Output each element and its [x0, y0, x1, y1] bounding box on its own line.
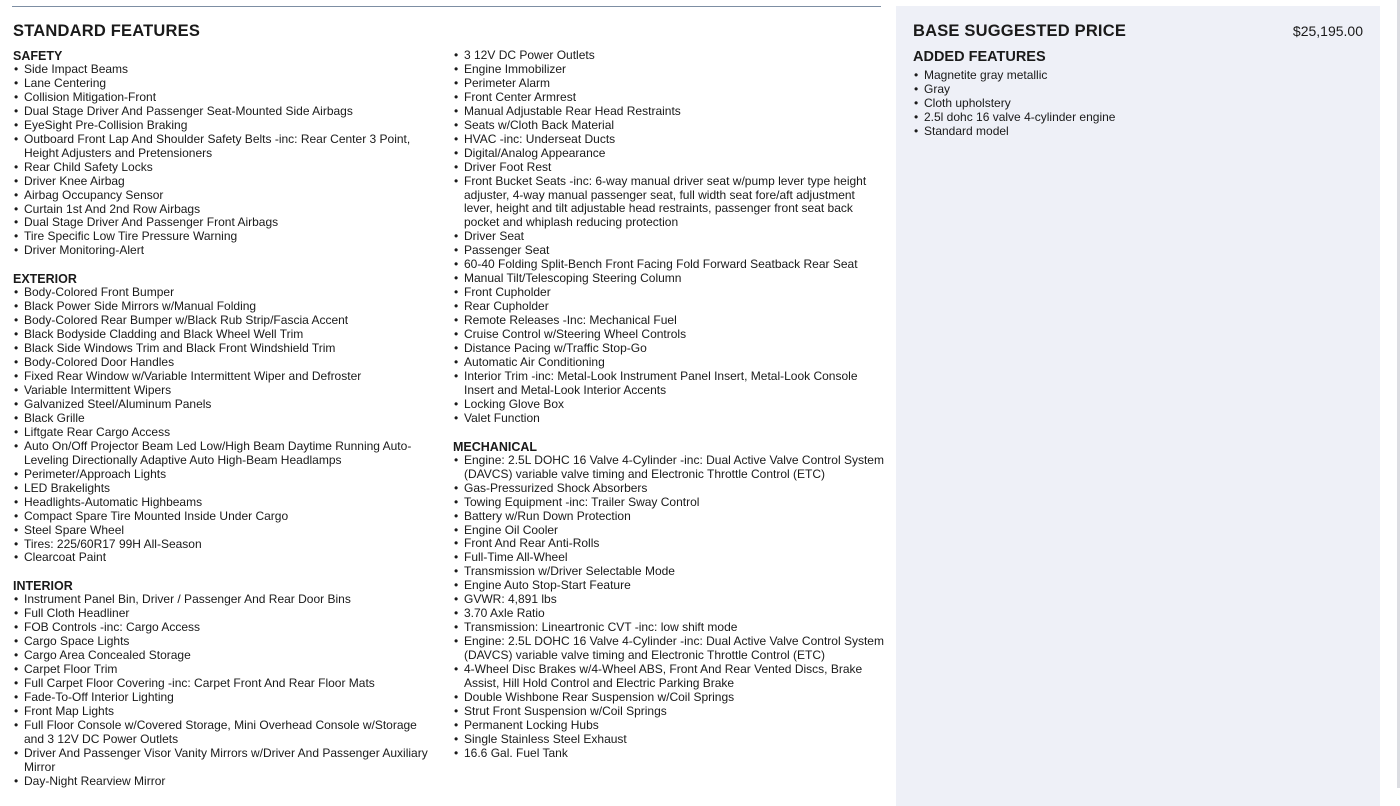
- feature-item: • Engine: 2.5L DOHC 16 Valve 4-Cylinder -inc: Dual Active Valve Control System (DAVCS) variable valve timing and Electronic Throttle Control (ETC): [453, 635, 885, 663]
- feature-item: • Rear Child Safety Locks: [13, 161, 438, 175]
- feature-item: • Engine Immobilizer: [453, 63, 885, 77]
- feature-item: • Galvanized Steel/Aluminum Panels: [13, 398, 438, 412]
- feature-item: • 3 12V DC Power Outlets: [453, 49, 885, 63]
- feature-item: • Tires: 225/60R17 99H All-Season: [13, 538, 438, 552]
- feature-item: • Variable Intermittent Wipers: [13, 384, 438, 398]
- feature-item: • Automatic Air Conditioning: [453, 356, 885, 370]
- feature-item: • Cloth upholstery: [913, 97, 1213, 111]
- feature-item: • Manual Adjustable Rear Head Restraints: [453, 105, 885, 119]
- feature-item: • Seats w/Cloth Back Material: [453, 119, 885, 133]
- feature-item: • Black Power Side Mirrors w/Manual Folding: [13, 300, 438, 314]
- feature-item: • Standard model: [913, 125, 1213, 139]
- feature-item: • FOB Controls -inc: Cargo Access: [13, 621, 438, 635]
- feature-item: • Locking Glove Box: [453, 398, 885, 412]
- base-price-title: BASE SUGGESTED PRICE: [913, 22, 1127, 40]
- feature-item: • Rear Cupholder: [453, 300, 885, 314]
- feature-item: • Lane Centering: [13, 77, 438, 91]
- feature-item: • Valet Function: [453, 412, 885, 426]
- feature-item: • Towing Equipment -inc: Trailer Sway Control: [453, 496, 885, 510]
- feature-item: • Curtain 1st And 2nd Row Airbags: [13, 203, 438, 217]
- feature-item: • Headlights-Automatic Highbeams: [13, 496, 438, 510]
- feature-item: • Cargo Space Lights: [13, 635, 438, 649]
- feature-item: • Black Side Windows Trim and Black Front Windshield Trim: [13, 342, 438, 356]
- feature-item: • Fixed Rear Window w/Variable Intermittent Wiper and Defroster: [13, 370, 438, 384]
- feature-item: • Remote Releases -Inc: Mechanical Fuel: [453, 314, 885, 328]
- feature-item: • Engine Oil Cooler: [453, 524, 885, 538]
- added-features-list: [913, 69, 1213, 139]
- feature-item: • Outboard Front Lap And Shoulder Safety Belts -inc: Rear Center 3 Point, Height Adjusters and Pretensioners: [13, 133, 438, 161]
- exterior-list: [13, 286, 438, 565]
- feature-item: • Manual Tilt/Telescoping Steering Column: [453, 272, 885, 286]
- feature-item: • 16.6 Gal. Fuel Tank: [453, 747, 885, 761]
- feature-item: • Front Cupholder: [453, 286, 885, 300]
- feature-item: • Perimeter Alarm: [453, 77, 885, 91]
- feature-item: • Front And Rear Anti-Rolls: [453, 537, 885, 551]
- feature-item: • Black Grille: [13, 412, 438, 426]
- feature-item: • Instrument Panel Bin, Driver / Passenger And Rear Door Bins: [13, 593, 438, 607]
- feature-item: • GVWR: 4,891 lbs: [453, 593, 885, 607]
- feature-item: • Single Stainless Steel Exhaust: [453, 733, 885, 747]
- feature-item: • Digital/Analog Appearance: [453, 147, 885, 161]
- feature-item: • Tire Specific Low Tire Pressure Warning: [13, 230, 438, 244]
- feature-item: • Distance Pacing w/Traffic Stop-Go: [453, 342, 885, 356]
- section-heading-safety: SAFETY: [13, 49, 63, 63]
- feature-item: • Driver Monitoring-Alert: [13, 244, 438, 258]
- feature-item: • Permanent Locking Hubs: [453, 719, 885, 733]
- feature-item: • Cruise Control w/Steering Wheel Controls: [453, 328, 885, 342]
- feature-item: • Dual Stage Driver And Passenger Front Airbags: [13, 216, 438, 230]
- feature-item: • Body-Colored Front Bumper: [13, 286, 438, 300]
- feature-item: • Full Floor Console w/Covered Storage, Mini Overhead Console w/Storage and 3 12V DC Power Outlets: [13, 719, 438, 747]
- feature-item: • Front Bucket Seats -inc: 6-way manual driver seat w/pump lever type height adjuster, 4-way manual passenger seat, full width seat fore/aft adjustment lever, height and tilt adjustable head restraints, passenger front seat back pocket and whiplash reducing protection: [453, 175, 885, 231]
- feature-item: • Full Carpet Floor Covering -inc: Carpet Front And Rear Floor Mats: [13, 677, 438, 691]
- feature-item: • LED Brakelights: [13, 482, 438, 496]
- feature-item: • Body-Colored Rear Bumper w/Black Rub Strip/Fascia Accent: [13, 314, 438, 328]
- feature-item: • Airbag Occupancy Sensor: [13, 189, 438, 203]
- feature-item: • Fade-To-Off Interior Lighting: [13, 691, 438, 705]
- feature-item: • Battery w/Run Down Protection: [453, 510, 885, 524]
- feature-item: • Transmission w/Driver Selectable Mode: [453, 565, 885, 579]
- interior-list: [13, 593, 438, 788]
- feature-item: • Driver Foot Rest: [453, 161, 885, 175]
- feature-item: • Side Impact Beams: [13, 63, 438, 77]
- feature-item: • 2.5l dohc 16 valve 4-cylinder engine: [913, 111, 1213, 125]
- feature-item: • Black Bodyside Cladding and Black Wheel Well Trim: [13, 328, 438, 342]
- feature-item: • Interior Trim -inc: Metal-Look Instrument Panel Insert, Metal-Look Console Insert and Metal-Look Interior Accents: [453, 370, 885, 398]
- section-heading-interior: INTERIOR: [13, 579, 73, 594]
- feature-item: • Driver Knee Airbag: [13, 175, 438, 189]
- feature-item: • Gas-Pressurized Shock Absorbers: [453, 482, 885, 496]
- feature-item: • HVAC -inc: Underseat Ducts: [453, 133, 885, 147]
- top-divider: [12, 6, 881, 7]
- feature-item: • Dual Stage Driver And Passenger Seat-Mounted Side Airbags: [13, 105, 438, 119]
- feature-item: • 3.70 Axle Ratio: [453, 607, 885, 621]
- feature-item: • Full Cloth Headliner: [13, 607, 438, 621]
- feature-item: • Body-Colored Door Handles: [13, 356, 438, 370]
- feature-item: • Liftgate Rear Cargo Access: [13, 426, 438, 440]
- feature-item: • EyeSight Pre-Collision Braking: [13, 119, 438, 133]
- feature-item: • 60-40 Folding Split-Bench Front Facing Fold Forward Seatback Rear Seat: [453, 258, 885, 272]
- feature-item: • Compact Spare Tire Mounted Inside Under Cargo: [13, 510, 438, 524]
- features-left-column: [13, 49, 438, 789]
- feature-item: • Transmission: Lineartronic CVT -inc: low shift mode: [453, 621, 885, 635]
- feature-item: • Driver Seat: [453, 230, 885, 244]
- feature-item: • Strut Front Suspension w/Coil Springs: [453, 705, 885, 719]
- feature-item: • Magnetite gray metallic: [913, 69, 1213, 83]
- feature-item: • Gray: [913, 83, 1213, 97]
- section-heading-mechanical: MECHANICAL: [453, 439, 538, 454]
- section-heading-exterior: EXTERIOR: [13, 272, 77, 287]
- feature-item: • Steel Spare Wheel: [13, 524, 438, 538]
- feature-item: • Day-Night Rearview Mirror: [13, 775, 438, 789]
- feature-item: • Driver And Passenger Visor Vanity Mirrors w/Driver And Passenger Auxiliary Mirror: [13, 747, 438, 775]
- price-panel: [896, 6, 1380, 806]
- feature-item: • Carpet Floor Trim: [13, 663, 438, 677]
- feature-item: • Full-Time All-Wheel: [453, 551, 885, 565]
- feature-item: • Engine Auto Stop-Start Feature: [453, 579, 885, 593]
- feature-item: • 4-Wheel Disc Brakes w/4-Wheel ABS, Front And Rear Vented Discs, Brake Assist, Hill Hold Control and Electric Parking Brake: [453, 663, 885, 691]
- added-features-title: ADDED FEATURES: [913, 49, 1046, 65]
- mechanical-list: [453, 454, 885, 761]
- feature-item: • Engine: 2.5L DOHC 16 Valve 4-Cylinder -inc: Dual Active Valve Control System (DAVCS) variable valve timing and Electronic Throttle Control (ETC): [453, 454, 885, 482]
- feature-item: • Auto On/Off Projector Beam Led Low/High Beam Daytime Running Auto-Leveling Directionally Adaptive Auto High-Beam Headlamps: [13, 440, 438, 468]
- features-right-column: [453, 49, 885, 761]
- feature-item: • Front Center Armrest: [453, 91, 885, 105]
- feature-item: • Double Wishbone Rear Suspension w/Coil Springs: [453, 691, 885, 705]
- feature-item: • Perimeter/Approach Lights: [13, 468, 438, 482]
- standard-features-title: STANDARD FEATURES: [13, 22, 201, 40]
- feature-item: • Cargo Area Concealed Storage: [13, 649, 438, 663]
- feature-item: • Clearcoat Paint: [13, 551, 438, 565]
- interior-continued-list: [453, 49, 885, 426]
- safety-list: [13, 63, 438, 258]
- feature-item: • Collision Mitigation-Front: [13, 91, 438, 105]
- feature-item: • Front Map Lights: [13, 705, 438, 719]
- base-price-value: $25,195.00: [1292, 23, 1363, 39]
- feature-item: • Passenger Seat: [453, 244, 885, 258]
